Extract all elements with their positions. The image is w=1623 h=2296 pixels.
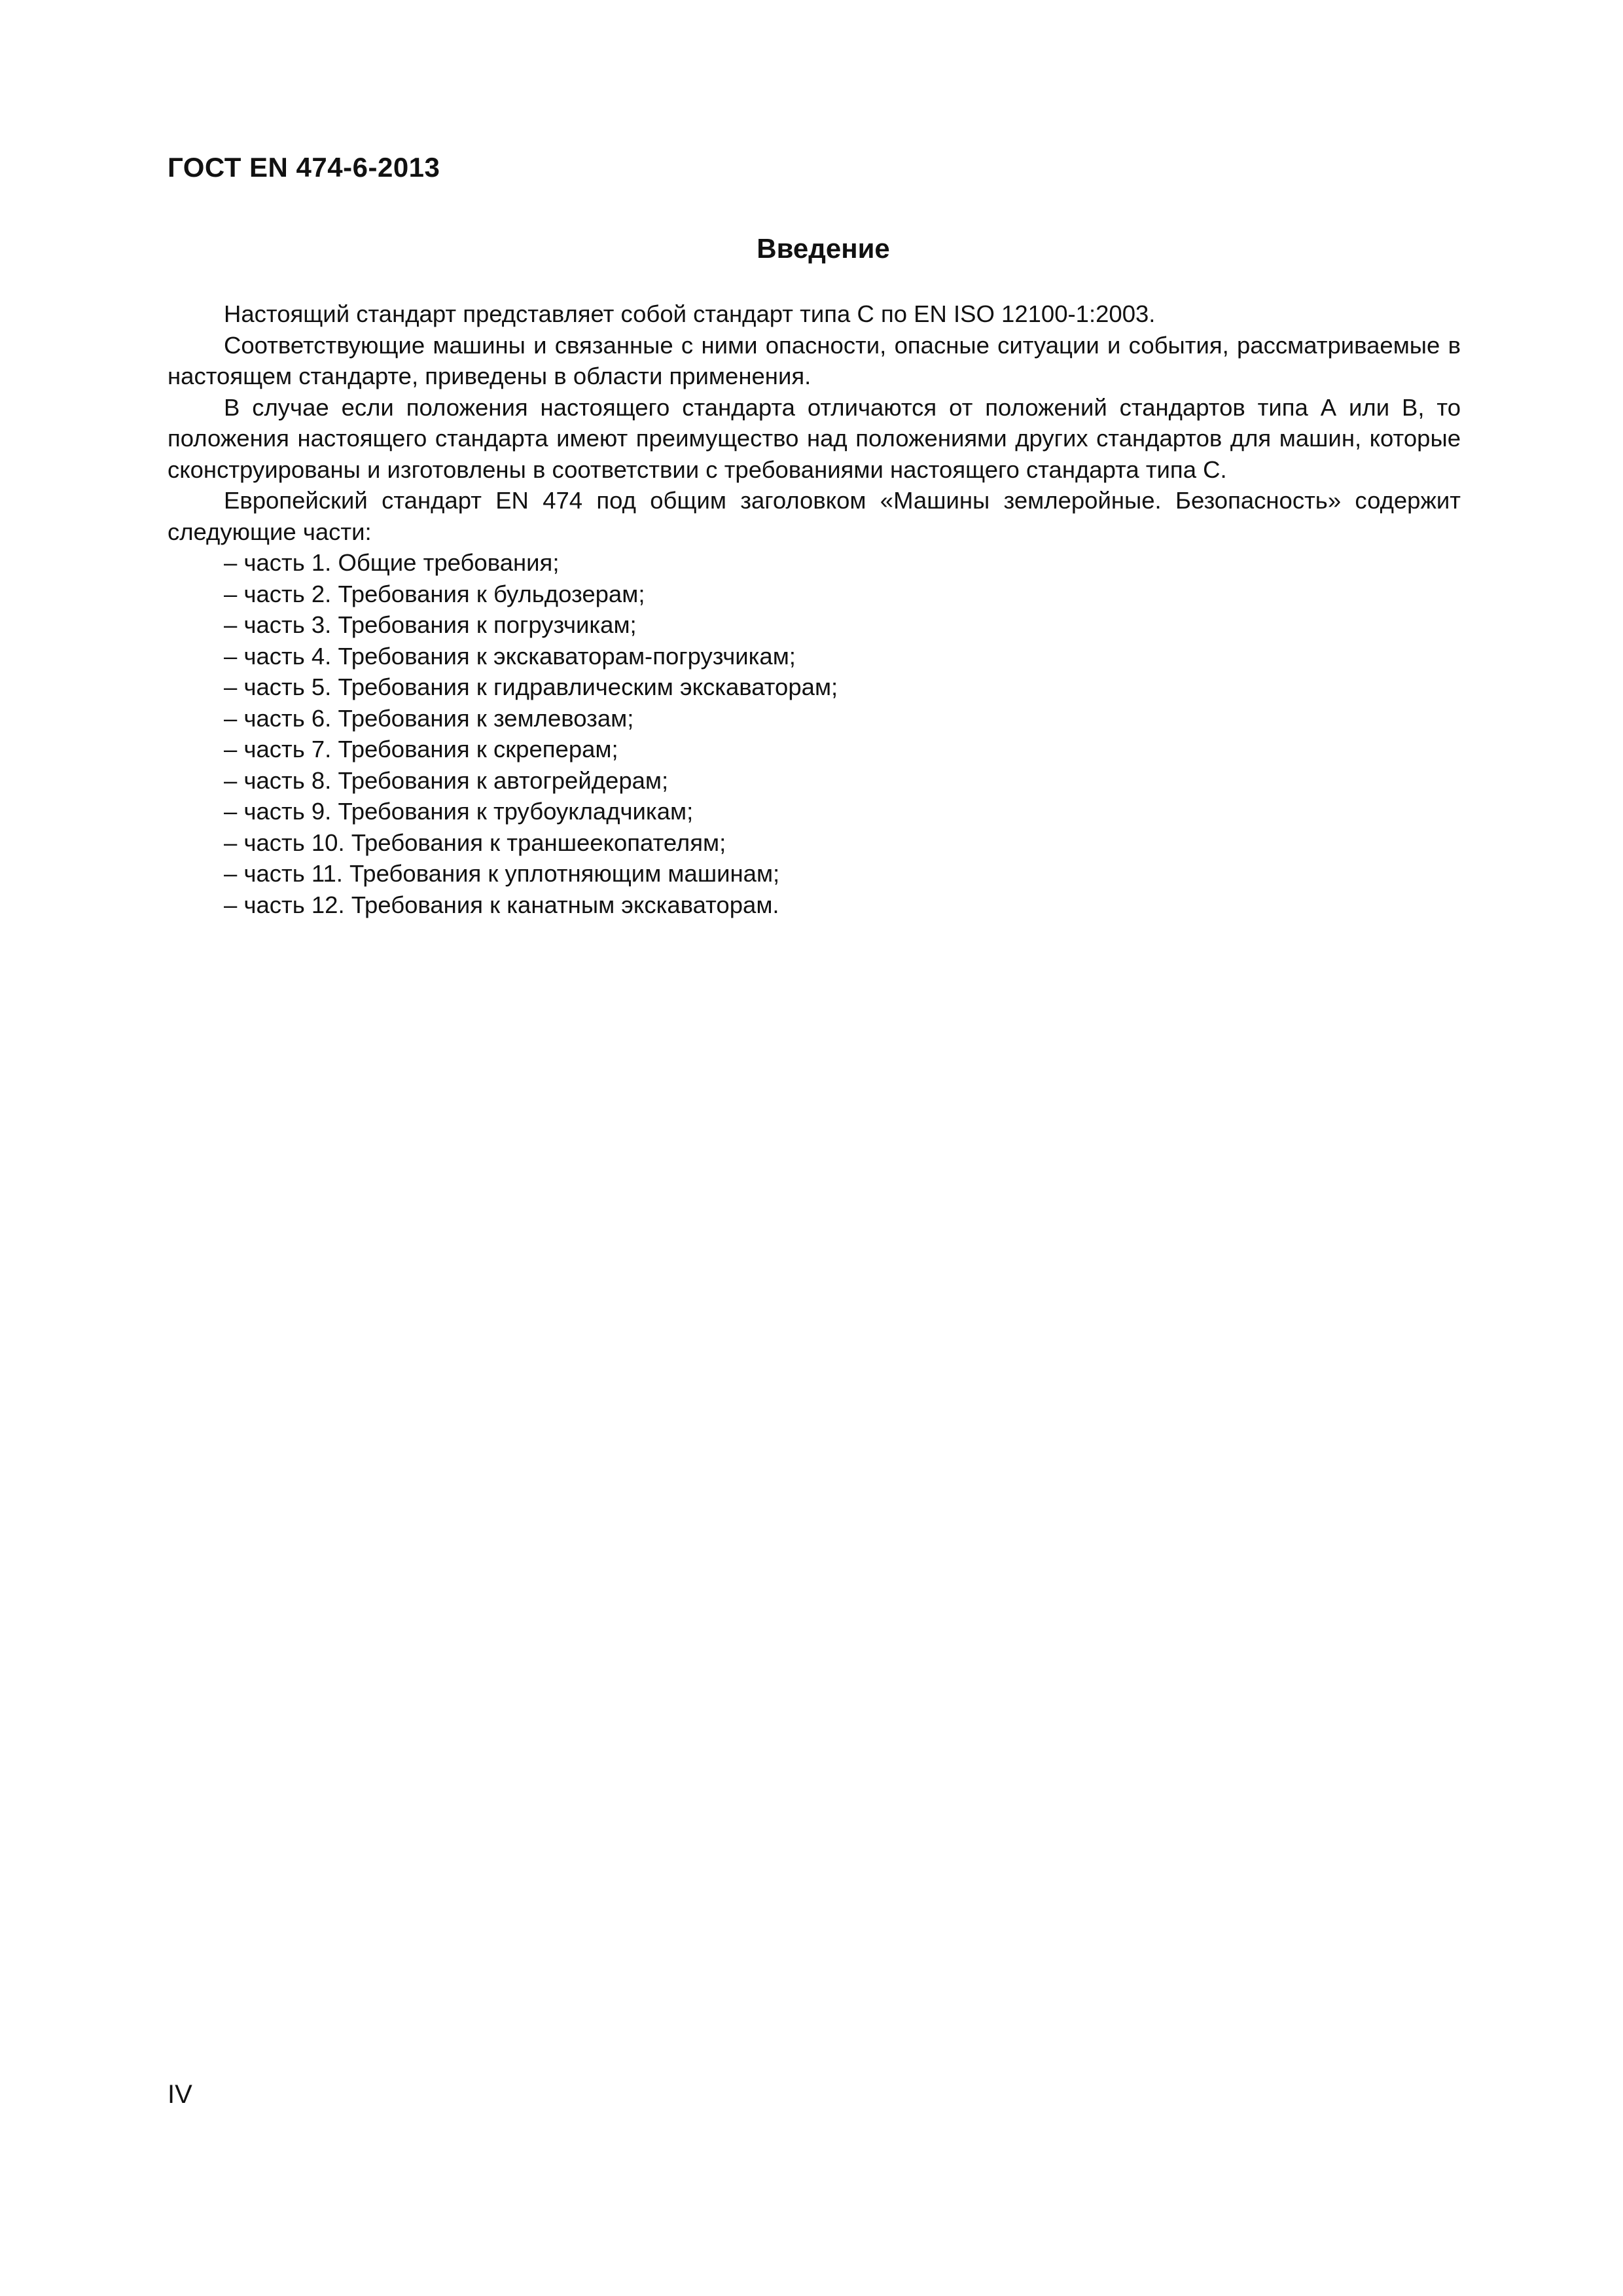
parts-list [168, 547, 1461, 920]
list-item: – часть 11. Требования к уплотняющим машинам; [224, 860, 780, 887]
paragraph-precedence: В случае если положения настоящего стандарта отличаются от положений стандартов типа А или В, то положения настоящего стандарта имеют преимущество над положениями других стандартов для машин, которые сконструированы и изготовлены в соответствии с требованиями настоящего стандарта типа С. [168, 393, 1461, 483]
page-number: IV [168, 2080, 192, 2109]
list-item: – часть 12. Требования к канатным экскаваторам. [224, 891, 779, 918]
section-title-introduction: Введение [757, 233, 890, 264]
paragraph-hazards: Соответствующие машины и связанные с ними опасности, опасные ситуации и события, рассматриваемые в настоящем стандарте, приведены в области применения. [168, 331, 1461, 389]
list-item: – часть 7. Требования к скреперам; [224, 736, 618, 762]
list-item: – часть 4. Требования к экскаваторам-погрузчикам; [224, 642, 796, 670]
document-code-header: ГОСТ EN 474-6-2013 [168, 152, 440, 183]
list-item: – часть 1. Общие требования; [224, 549, 560, 576]
introduction-body [168, 298, 1461, 920]
list-item: – часть 10. Требования к траншеекопателям; [224, 829, 726, 856]
list-item: – часть 2. Требования к бульдозерам; [224, 580, 645, 607]
list-item: – часть 6. Требования к землевозам; [224, 704, 634, 732]
list-item: – часть 9. Требования к трубоукладчикам; [224, 798, 694, 825]
paragraph-standard-type: Настоящий стандарт представляет собой стандарт типа С по EN ISO 12100-1:2003. [224, 300, 1156, 327]
paragraph-parts-intro: Европейский стандарт EN 474 под общим заголовком «Машины землеройные. Безопасность» содержит следующие части: [168, 487, 1461, 545]
list-item: – часть 8. Требования к автогрейдерам; [224, 766, 669, 794]
list-item: – часть 5. Требования к гидравлическим экскаваторам; [224, 673, 838, 700]
list-item: – часть 3. Требования к погрузчикам; [224, 611, 637, 638]
